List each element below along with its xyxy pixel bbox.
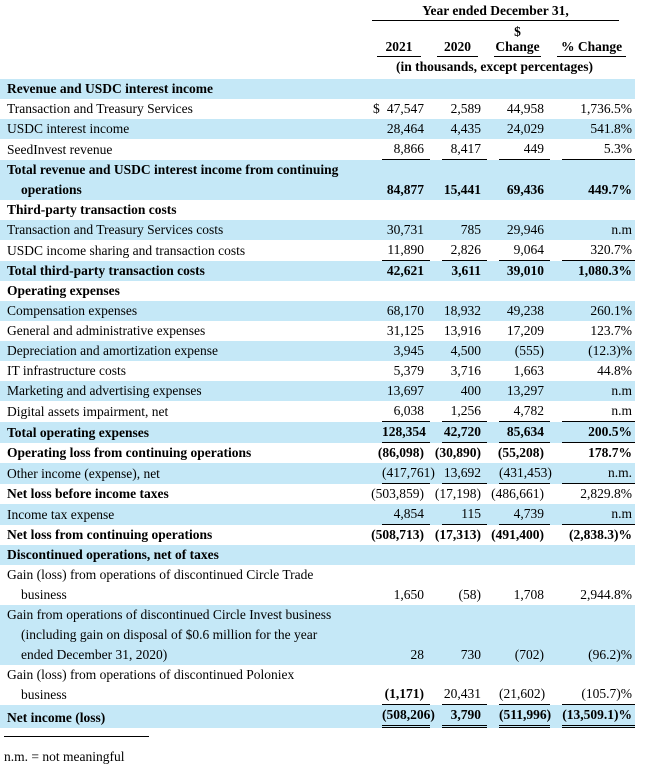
value-cell: 1,736.5% xyxy=(580,101,633,116)
value-cell: 68,170 xyxy=(386,303,424,318)
value-cell: 3,945 xyxy=(393,343,424,358)
value-cell: (17,198) xyxy=(434,486,481,501)
row-label: Operating expenses xyxy=(7,283,120,298)
col-header-2020-cell xyxy=(430,21,487,57)
value-cell: (555) xyxy=(514,343,544,358)
col-header-2021: 2021 xyxy=(377,36,421,57)
row-label: Income tax expense xyxy=(7,507,115,522)
table-row xyxy=(0,261,635,281)
row-label: Transaction and Treasury Services xyxy=(7,101,193,116)
value-cell: 84,877 xyxy=(386,182,424,197)
value-cell: 29,946 xyxy=(506,222,544,237)
value-cell xyxy=(550,200,635,220)
value-cell: 2,589 xyxy=(450,101,481,116)
table-row xyxy=(0,139,635,160)
value-cell: n.m xyxy=(550,401,635,422)
value-cell: 13,697 xyxy=(386,383,424,398)
table-row xyxy=(0,361,635,381)
section-header-row xyxy=(0,281,635,301)
row-label: Other income (expense), net xyxy=(7,466,160,481)
value-cell xyxy=(550,545,635,565)
value-cell: (12.3)% xyxy=(588,343,633,358)
value-cell: (491,400) xyxy=(491,527,544,542)
value-cell xyxy=(430,281,487,301)
value-cell: (508,713) xyxy=(371,527,424,542)
value-cell: 49,238 xyxy=(506,303,544,318)
value-cell: 4,500 xyxy=(450,343,481,358)
table-row xyxy=(0,565,635,605)
value-cell: 8,417 xyxy=(430,139,487,160)
col-header-percent-change: % Change xyxy=(557,36,626,57)
value-cell: (431,453) xyxy=(487,463,550,484)
row-label: Total operating expenses xyxy=(7,425,150,440)
value-cell: 178.7% xyxy=(588,445,633,460)
value-cell xyxy=(487,545,550,565)
table-row xyxy=(0,220,635,240)
value-cell: 785 xyxy=(460,222,481,237)
table-row xyxy=(0,99,635,119)
value-cell: (17,313) xyxy=(434,527,481,542)
value-cell: 44.8% xyxy=(597,363,633,378)
value-cell xyxy=(370,281,430,301)
row-label: USDC interest income xyxy=(7,121,130,136)
value-cell: 44,958 xyxy=(506,101,544,116)
value-cell: (2,838.3)% xyxy=(569,527,633,542)
value-cell: 3,611 xyxy=(451,263,481,278)
value-cell xyxy=(487,200,550,220)
row-label: Operating loss from continuing operations xyxy=(7,445,252,460)
value-cell: 730 xyxy=(460,647,481,662)
section-header-row xyxy=(0,200,635,220)
row-label: Net loss before income taxes xyxy=(7,486,169,501)
table-row xyxy=(0,401,635,422)
value-cell: 31,125 xyxy=(386,323,424,338)
value-cell: 6,038 xyxy=(370,401,430,422)
value-cell xyxy=(430,545,487,565)
row-label: Transaction and Treasury Services costs xyxy=(7,222,224,237)
value-cell: n.m xyxy=(550,504,635,525)
value-cell: 4,782 xyxy=(487,401,550,422)
value-cell: 20,431 xyxy=(430,665,487,705)
value-cell: 11,890 xyxy=(370,240,430,261)
value-cell: 3,790 xyxy=(430,705,487,728)
value-cell: 42,720 xyxy=(430,422,487,443)
value-cell: 2,826 xyxy=(430,240,487,261)
value-cell: n.m xyxy=(611,222,633,237)
value-cell: (503,859) xyxy=(371,486,424,501)
table-row xyxy=(0,341,635,361)
value-cell: 541.8% xyxy=(590,121,633,136)
value-cell: 128,354 xyxy=(370,422,430,443)
row-label: Net loss from continuing operations xyxy=(7,527,213,542)
value-cell: 9,064 xyxy=(487,240,550,261)
value-cell: 13,692 xyxy=(430,463,487,484)
value-cell xyxy=(370,200,430,220)
row-label: Net income (loss) xyxy=(7,710,106,725)
row-label: USDC income sharing and transaction costs xyxy=(7,243,246,258)
value-cell: 1,256 xyxy=(430,401,487,422)
table-row xyxy=(0,160,635,200)
table-row xyxy=(0,240,635,261)
col-header-percent-change-cell xyxy=(550,21,635,57)
year-group-title: Year ended December 31, xyxy=(372,2,619,21)
value-cell: 1,663 xyxy=(513,363,544,378)
value-cell: 200.5% xyxy=(550,422,635,443)
value-cell: 13,297 xyxy=(506,383,544,398)
value-cell: (55,208) xyxy=(497,445,544,460)
value-cell: (702) xyxy=(514,647,544,662)
table-row xyxy=(0,705,635,728)
table-row xyxy=(0,665,635,705)
row-label: Depreciation and amortization expense xyxy=(7,343,219,358)
table-row xyxy=(0,504,635,525)
value-cell: 123.7% xyxy=(590,323,633,338)
value-cell: 5.3% xyxy=(550,139,635,160)
value-cell: 115 xyxy=(430,504,487,525)
footnote-text: n.m. = not meaningful xyxy=(4,749,125,764)
value-cell: 1,708 xyxy=(513,587,544,602)
col-header-dollar-change: $ Change xyxy=(494,21,541,57)
value-cell: (86,098) xyxy=(377,445,424,460)
row-label: Total third-party transaction costs xyxy=(7,263,205,278)
value-cell: (105.7)% xyxy=(550,665,635,705)
value-cell: 320.7% xyxy=(550,240,635,261)
table-row xyxy=(0,422,635,443)
year-group-cell xyxy=(370,2,635,21)
column-header-row xyxy=(0,21,635,57)
value-cell: 69,436 xyxy=(506,182,544,197)
value-cell: (1,171) xyxy=(370,665,430,705)
value-cell: 17,209 xyxy=(506,323,544,338)
value-cell xyxy=(370,545,430,565)
value-cell: 1,080.3% xyxy=(578,263,633,278)
value-cell xyxy=(487,281,550,301)
value-cell: (13,509.1)% xyxy=(550,705,635,728)
value-cell: (417,761) xyxy=(370,463,430,484)
row-label: Gain (loss) from operations of discontinued Poloniex business xyxy=(7,667,295,702)
table-row xyxy=(0,484,635,504)
section-header-row xyxy=(0,79,635,99)
value-cell: 2,829.8% xyxy=(580,486,633,501)
value-cell: 39,010 xyxy=(506,263,544,278)
table-body xyxy=(0,79,635,728)
table-row xyxy=(0,301,635,321)
value-cell: 42,621 xyxy=(386,263,424,278)
value-cell: 2,944.8% xyxy=(580,587,633,602)
value-cell: 5,379 xyxy=(393,363,424,378)
row-label: Gain (loss) from operations of discontinued Circle Trade business xyxy=(7,567,314,602)
header-label-spacer xyxy=(0,57,370,79)
section-header-row xyxy=(0,545,635,565)
units-note-row xyxy=(0,57,635,79)
table-row xyxy=(0,525,635,545)
value-cell xyxy=(550,79,635,99)
value-cell: 1,650 xyxy=(393,587,424,602)
table-row xyxy=(0,119,635,139)
value-cell xyxy=(430,79,487,99)
value-cell xyxy=(430,200,487,220)
row-label: General and administrative expenses xyxy=(7,323,206,338)
value-cell: 18,932 xyxy=(443,303,481,318)
value-cell: 449.7% xyxy=(588,182,633,197)
value-cell: (30,890) xyxy=(434,445,481,460)
table-row xyxy=(0,443,635,463)
value-cell: (21,602) xyxy=(487,665,550,705)
table-row xyxy=(0,381,635,401)
value-cell: (511,996) xyxy=(487,705,550,728)
value-cell: $ 47,547 xyxy=(370,99,430,119)
table-row xyxy=(0,605,635,665)
row-label: Gain from operations of discontinued Circle Invest business (including gain on disposal of $0.6 million for the year ended December 31, 2020) xyxy=(7,607,332,662)
results-of-operations-table xyxy=(0,2,635,728)
table-header xyxy=(0,2,635,79)
table-row xyxy=(0,321,635,341)
value-cell: (58) xyxy=(458,587,481,602)
value-cell: n.m. xyxy=(550,463,635,484)
value-cell xyxy=(370,79,430,99)
value-cell: 8,866 xyxy=(370,139,430,160)
units-note: (in thousands, except percentages) xyxy=(396,59,594,74)
row-label: IT infrastructure costs xyxy=(7,363,126,378)
row-label: Total revenue and USDC interest income from continuing operations xyxy=(7,162,339,197)
row-label: Marketing and advertising expenses xyxy=(7,383,202,398)
row-label: SeedInvest revenue xyxy=(7,142,113,157)
header-label-spacer xyxy=(0,2,370,21)
value-cell xyxy=(550,281,635,301)
year-group-row xyxy=(0,2,635,21)
row-label: Discontinued operations, net of taxes xyxy=(7,547,219,562)
row-label: Revenue and USDC interest income xyxy=(7,81,213,96)
value-cell xyxy=(487,79,550,99)
value-cell: n.m xyxy=(611,383,633,398)
row-label: Third-party transaction costs xyxy=(7,202,177,217)
col-header-dollar-change-cell xyxy=(487,21,550,57)
row-label: Compensation expenses xyxy=(7,303,138,318)
value-cell: 3,716 xyxy=(450,363,481,378)
value-cell: (96.2)% xyxy=(588,647,633,662)
value-cell: 85,634 xyxy=(487,422,550,443)
col-header-2020: 2020 xyxy=(437,36,478,57)
dollar-sign: $ xyxy=(373,101,380,116)
value-cell: 400 xyxy=(460,383,481,398)
value-cell: 4,854 xyxy=(370,504,430,525)
table-row xyxy=(0,463,635,484)
value-cell: 449 xyxy=(487,139,550,160)
value-cell: 28 xyxy=(410,647,424,662)
header-label-spacer xyxy=(0,21,370,57)
value-cell: 4,739 xyxy=(487,504,550,525)
value-cell: 24,029 xyxy=(506,121,544,136)
col-header-2021-cell xyxy=(370,21,430,57)
value-cell: (508,206) xyxy=(370,705,430,728)
value-cell: (486,661) xyxy=(491,486,544,501)
value-cell: 15,441 xyxy=(443,182,481,197)
value-cell: 28,464 xyxy=(386,121,424,136)
value-cell: 13,916 xyxy=(443,323,481,338)
row-label: Digital assets impairment, net xyxy=(7,404,169,419)
value-cell: 4,435 xyxy=(450,121,481,136)
value-cell: 260.1% xyxy=(590,303,633,318)
value-cell: 30,731 xyxy=(386,222,424,237)
